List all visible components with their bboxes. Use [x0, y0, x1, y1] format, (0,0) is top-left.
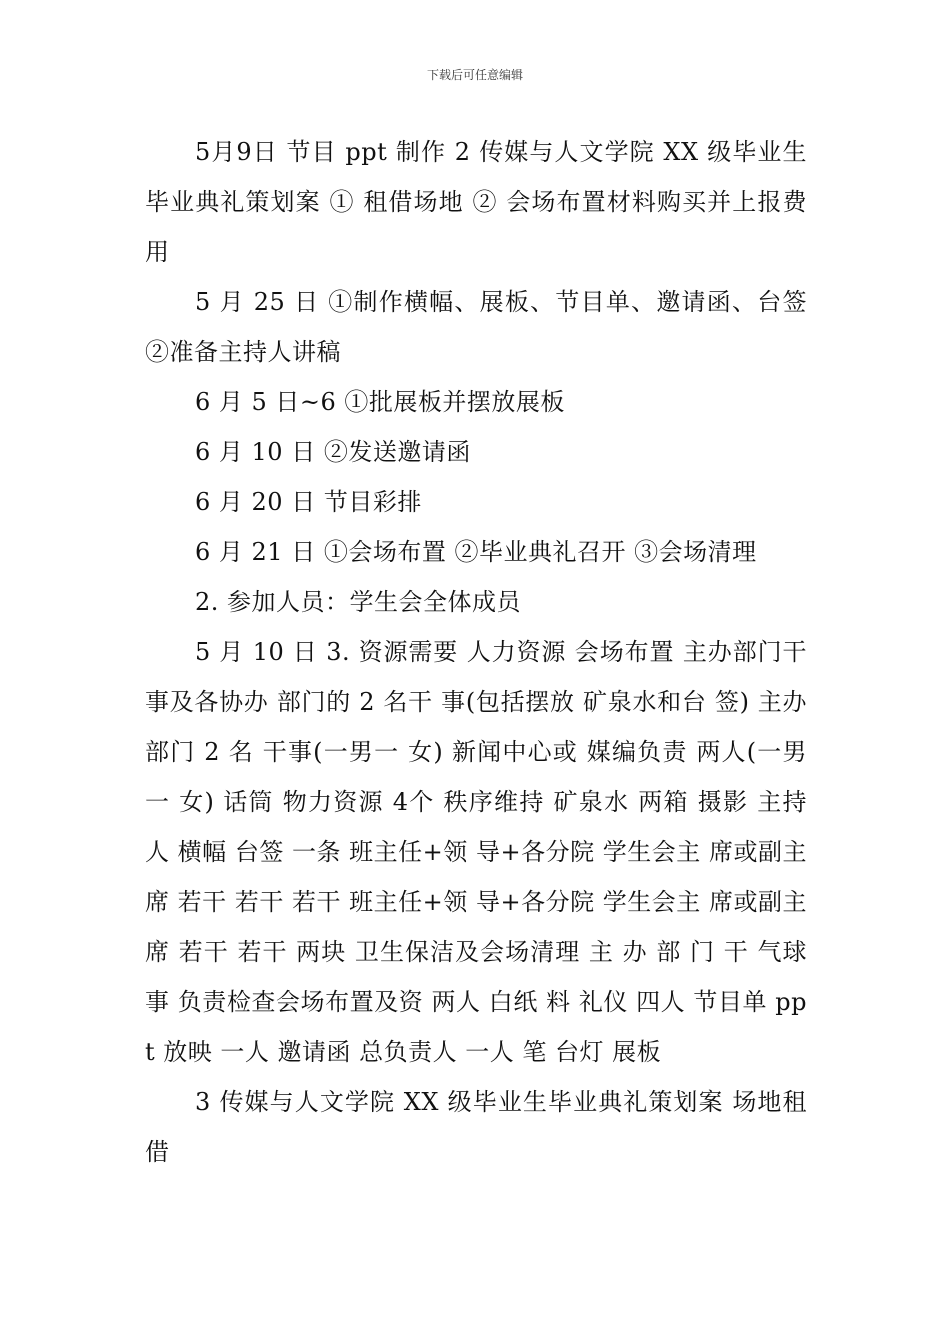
paragraph-venue-rental: 3 传媒与人文学院 XX 级毕业生毕业典礼策划案 场地租借: [145, 1088, 807, 1166]
paragraph-resource-needs: 5 月 10 日 3. 资源需要 人力资源 会场布置 主办部门干 事及各协办 部门的 2 名干 事(包括摆放 矿泉水和台 签) 主办部门 2 名 干事(一男一 女) 新闻中心或 媒编负责 两人(一男一 女) 话筒 物力资源 4个 秩序维持 矿泉水 两箱 摄影 主持人 横幅 台签 一条 班主任+领 导+各分院 学生会主 席或副主 席 若干 若干 若干 班主任+领 导+各分院 学生会主 席或副主 席 若干 若干 两块 卫生保洁及会场清理 主 办 部 门 干 气球 事 负责检查会场布置及资 两人 白纸 料 礼仪 四人 节目单 ppt 放映 一人 邀请函 总负责人 一人 笔 台灯 展板: [145, 638, 807, 1066]
document-body: [145, 127, 807, 1177]
paragraph-schedule-june-10: 6 月 10 日 ②发送邀请函: [195, 438, 471, 466]
paragraph-schedule-june-21: 6 月 21 日 ①会场布置 ②毕业典礼召开 ③会场清理: [195, 538, 757, 566]
paragraph-schedule-may-9: 5月9日 节目 ppt 制作 2 传媒与人文学院 XX 级毕业生毕业典礼策划案 ① 租借场地 ② 会场布置材料购买并上报费用: [145, 138, 807, 266]
page-header: 下载后可任意编辑: [426, 68, 523, 82]
paragraph-schedule-june-5: 6 月 5 日~6 ①批展板并摆放展板: [195, 388, 565, 416]
paragraph-schedule-may-25: 5 月 25 日 ①制作横幅、展板、节目单、邀请函、台签 ②准备主持人讲稿: [145, 288, 807, 366]
paragraph-participants: 2. 参加人员：学生会全体成员: [195, 588, 522, 616]
paragraph-schedule-june-20: 6 月 20 日 节目彩排: [195, 488, 422, 516]
